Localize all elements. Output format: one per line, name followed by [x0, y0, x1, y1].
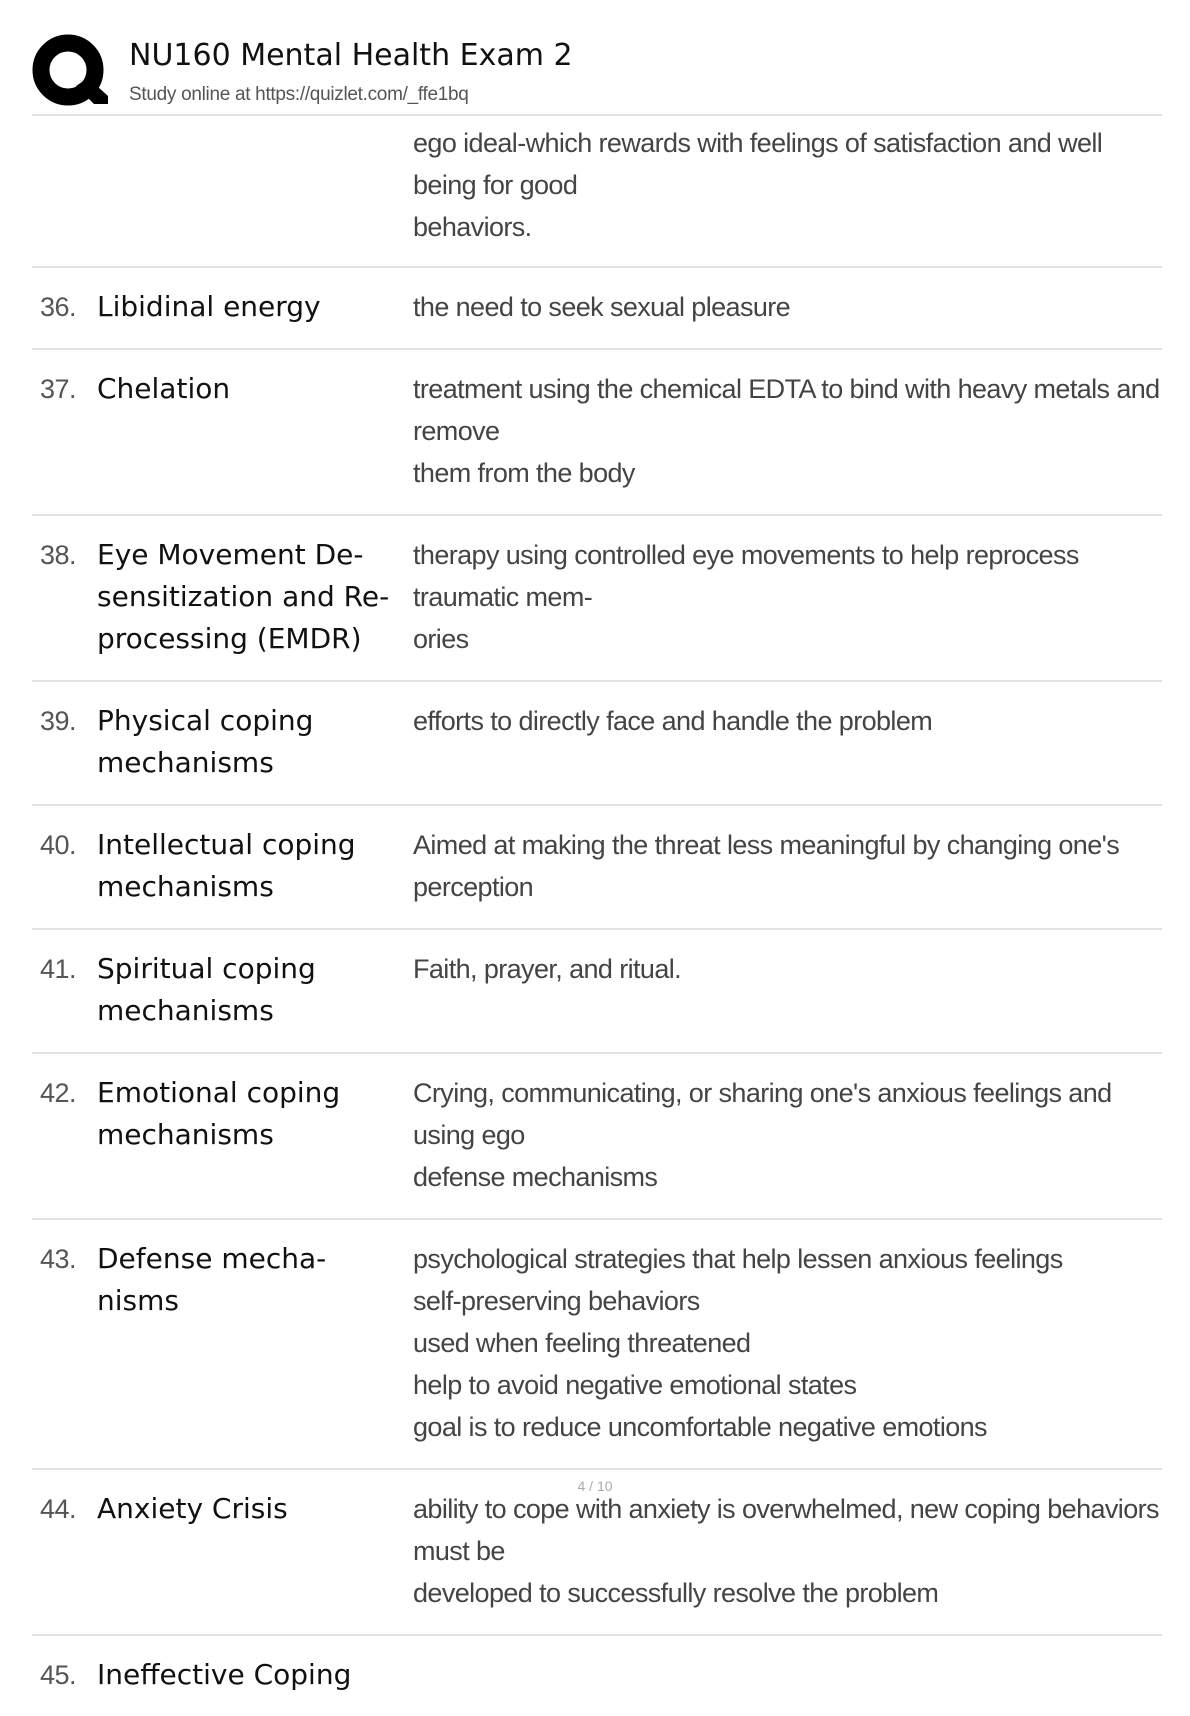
flashcard-list — [32, 116, 1162, 1716]
definition-line: self-preserving behaviors — [413, 1286, 700, 1316]
card-term: Intellectual coping mechanisms — [97, 828, 356, 903]
definition-line: goal is to reduce uncomfortable negative emotions — [413, 1412, 987, 1442]
card-definition — [413, 368, 1162, 494]
definition-line: Aimed at making the threat less meaningful by changing one's perception — [413, 830, 1120, 902]
flashcard-row — [32, 350, 1162, 516]
card-term: Ineffective Coping — [97, 1658, 352, 1691]
quizlet-logo-icon — [32, 34, 108, 110]
page-title: NU160 Mental Health Exam 2 — [129, 38, 573, 73]
definition-line: ability to cope with anxiety is overwhelmed, new coping behaviors must be — [413, 1494, 1159, 1566]
card-definition — [413, 1072, 1162, 1198]
definition-line: ego ideal-which rewards with feelings of satisfaction and well being for good — [413, 128, 1103, 200]
page-indicator: 4 / 10 — [577, 1478, 613, 1494]
card-number: 38. — [40, 540, 77, 570]
card-number: 44. — [40, 1494, 77, 1524]
card-term — [97, 122, 413, 248]
flashcard-row — [32, 806, 1162, 930]
definition-line: them from the body — [413, 458, 635, 488]
flashcard-row — [32, 516, 1162, 682]
definition-line: help to avoid negative emotional states — [413, 1370, 857, 1400]
card-definition — [413, 122, 1162, 248]
flashcard-row — [32, 682, 1162, 806]
flashcard-row — [32, 116, 1162, 268]
flashcard-row — [32, 268, 1162, 350]
flashcard-row — [32, 1220, 1162, 1470]
card-number: 39. — [40, 706, 77, 736]
card-definition — [517, 1654, 1162, 1696]
card-definition — [413, 1238, 1162, 1448]
flashcard-row — [32, 930, 1162, 1054]
definition-line: Crying, communicating, or sharing one's anxious feelings and using ego — [413, 1078, 1112, 1150]
card-term: Defense mecha-nisms — [97, 1242, 327, 1317]
flashcard-row — [32, 1054, 1162, 1220]
card-definition — [413, 948, 1162, 1032]
card-definition — [413, 700, 1162, 784]
card-number: 36. — [40, 292, 77, 322]
card-number — [32, 122, 97, 248]
definition-line: treatment using the chemical EDTA to bind with heavy metals and remove — [413, 374, 1160, 446]
card-number: 43. — [40, 1244, 77, 1274]
flashcard-row — [32, 1470, 1162, 1636]
card-definition — [413, 1488, 1162, 1614]
card-term: Emotional coping mechanisms — [97, 1076, 341, 1151]
definition-line: therapy using controlled eye movements to help reprocess traumatic mem- — [413, 540, 1079, 612]
definition-line: behaviors. — [413, 212, 532, 242]
card-definition — [413, 824, 1162, 908]
card-term: Spiritual coping mechanisms — [97, 952, 316, 1027]
card-term: Physical coping mechanisms — [97, 704, 314, 779]
card-number: 45. — [40, 1660, 77, 1690]
card-number: 40. — [40, 830, 77, 860]
definition-line: efforts to directly face and handle the problem — [413, 706, 933, 736]
definition-line: defense mechanisms — [413, 1162, 658, 1192]
card-term: Anxiety Crisis — [97, 1492, 288, 1525]
definition-line: used when feeling threatened — [413, 1328, 751, 1358]
card-number: 42. — [40, 1078, 77, 1108]
study-online-link[interactable]: Study online at https://quizlet.com/_ffe1bq — [129, 84, 469, 105]
card-number: 37. — [40, 374, 77, 404]
definition-line: the need to seek sexual pleasure — [413, 292, 791, 322]
definition-line: ories — [413, 624, 469, 654]
definition-line: psychological strategies that help lessen anxious feelings — [413, 1244, 1063, 1274]
card-term: Eye Movement De-sensitization and Re-processing (EMDR) — [97, 538, 390, 655]
flashcard-row — [32, 1636, 1162, 1716]
card-term: Libidinal energy — [97, 290, 321, 323]
card-definition — [413, 534, 1162, 660]
card-definition — [413, 286, 1162, 328]
definition-line: developed to successfully resolve the problem — [413, 1578, 939, 1608]
page-header — [32, 34, 1162, 114]
definition-line: Faith, prayer, and ritual. — [413, 954, 682, 984]
card-number: 41. — [40, 954, 77, 984]
card-term: Chelation — [97, 372, 231, 405]
